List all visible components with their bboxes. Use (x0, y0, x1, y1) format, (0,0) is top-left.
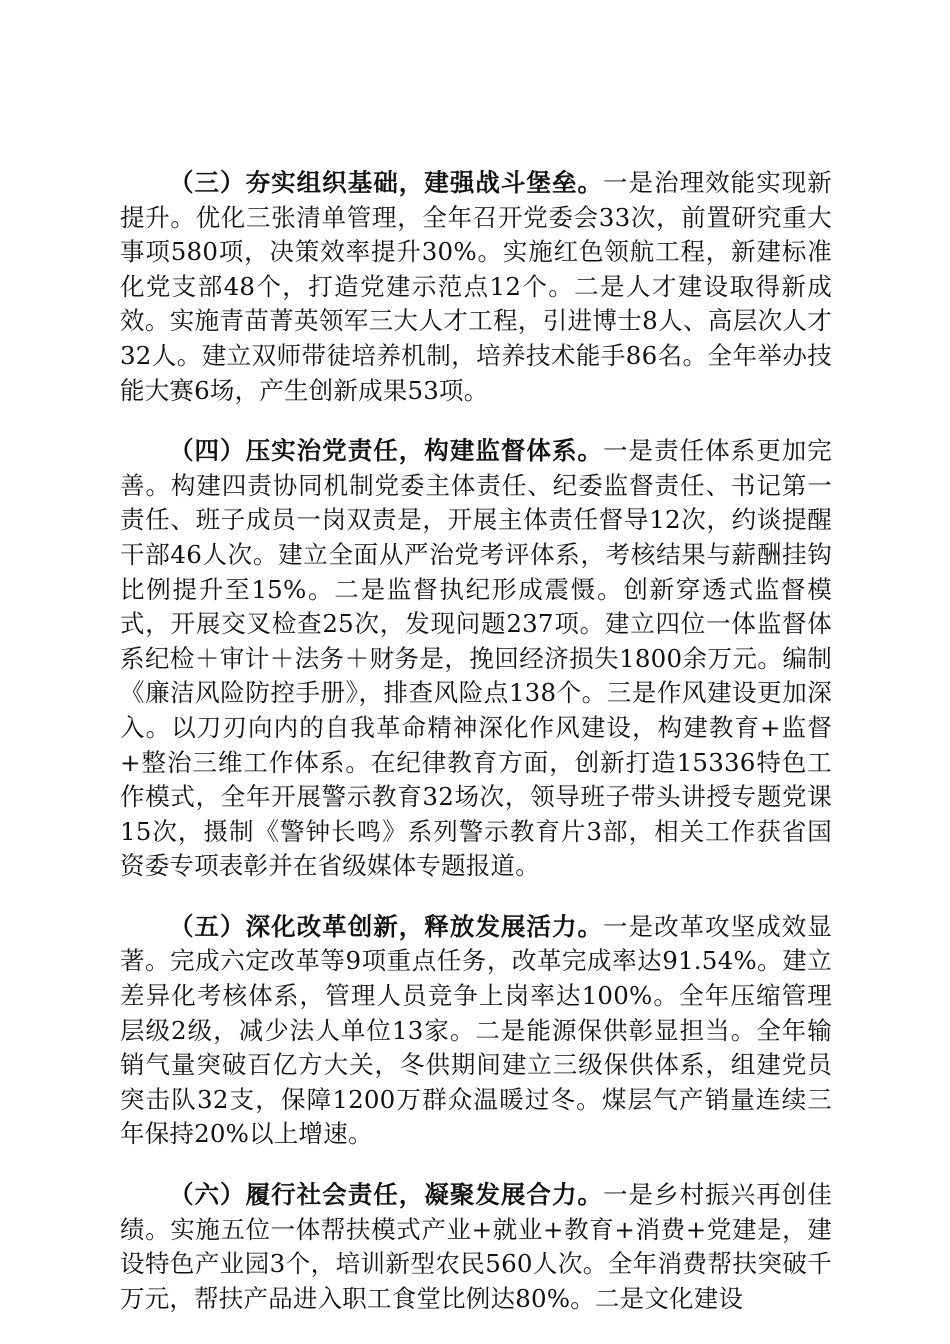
section-5-heading: （五）深化改革创新，释放发展活力。 (169, 911, 604, 941)
section-4-body: 一是责任体系更加完善。构建四责协同机制党委主体责任、纪委监督责任、书记第一责任、班子成员一岗双责是，开展主体责任督导12次，约谈提醒干部46人次。建立全面从严治党考评体系，考核结果与薪酬挂钩比例提升至15%。二是监督执纪形成震慑。创新穿透式监督模式，开展交叉检查25次，发现问题237项。建立四位一体监督体系纪检＋审计＋法务＋财务是，挽回经济损失1800余万元。编制《廉洁风险防控手册》，排查风险点138个。三是作风建设更加深入。以刀刃向内的自我革命精神深化作风建设，构建教育+监督+整治三维工作体系。在纪律教育方面，创新打造15336特色工作模式，全年开展警示教育32场次，领导班子带头讲授专题党课15次，摄制《警钟长鸣》系列警示教育片3部，相关工作获省国资委专项表彰并在省级媒体专题报道。 (120, 436, 832, 881)
section-6-heading: （六）履行社会责任，凝聚发展合力。 (169, 1180, 604, 1210)
section-6-body: 一是乡村振兴再创佳绩。实施五位一体帮扶模式产业+就业+教育+消费+党建是，建设特色产业园3个，培训新型农民560人次。全年消费帮扶突破千万元，帮扶产品进入职工食堂比例达80%。二是文化建设 (120, 1180, 832, 1313)
section-5-paragraph (120, 910, 832, 1152)
section-4-heading: （四）压实治党责任，构建监督体系。 (169, 436, 604, 466)
section-4-paragraph (120, 434, 832, 884)
section-3-heading: （三）夯实组织基础，建强战斗堡垒。 (169, 168, 604, 197)
document-page (120, 166, 832, 1342)
section-5-body: 一是改革攻坚成效显著。完成六定改革等9项重点任务，改革完成率达91.54%。建立差异化考核体系，管理人员竞争上岗率达100%。全年压缩管理层级2级，减少法人单位13家。二是能源保供彰显担当。全年输销气量突破百亿方大关，冬供期间建立三级保供体系，组建党员突击队32支，保障1200万群众温暖过冬。煤层气产销量连续三年保持20%以上增速。 (120, 911, 832, 1149)
section-6-paragraph (120, 1178, 832, 1316)
section-3-body: 一是治理效能实现新提升。优化三张清单管理，全年召开党委会33次，前置研究重大事项580项，决策效率提升30%。实施红色领航工程，新建标准化党支部48个，打造党建示范点12个。二是人才建设取得新成效。实施青苗菁英领军三大人才工程，引进博士8人、高层次人才32人。建立双师带徒培养机制，培养技术能手86名。全年举办技能大赛6场，产生创新成果53项。 (120, 168, 832, 405)
section-3-paragraph (120, 166, 832, 408)
